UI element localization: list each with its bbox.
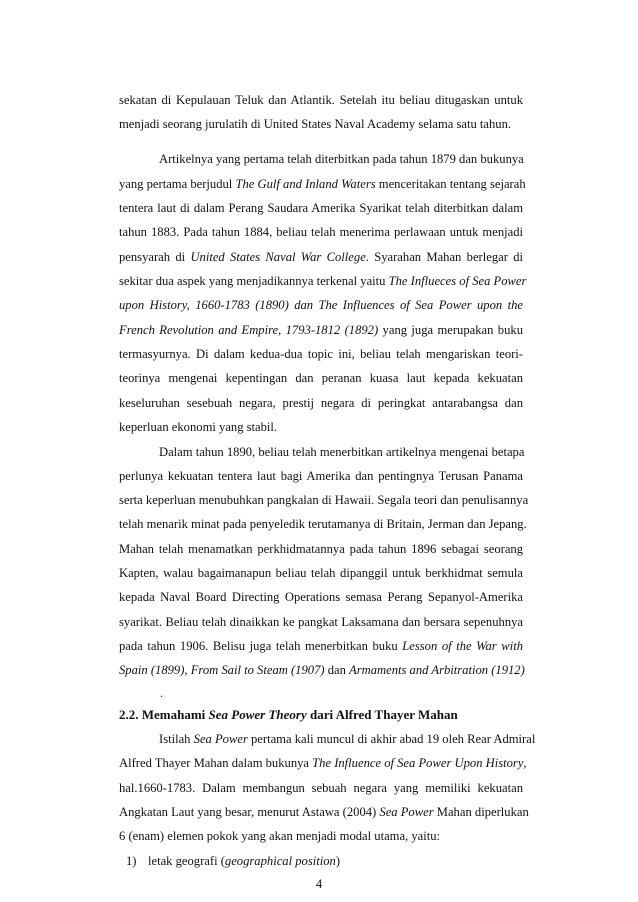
paragraph-line: perlunya kekuatan tentera laut bagi Amerika dan pentingnya Terusan Panama xyxy=(119,469,523,483)
paragraph-line: pada tahun 1906. Belisu juga telah menerbitkan buku Lesson of the War with xyxy=(119,639,523,653)
paragraph-line: Artikelnya yang pertama telah diterbitkan pada tahun 1879 dan bukunya xyxy=(159,152,524,166)
paragraph-line: Istilah Sea Power pertama kali muncul di akhir abad 19 oleh Rear Admiral xyxy=(159,732,536,746)
paragraph-line: pensyarah di United States Naval War College. Syarahan Mahan berlegar di xyxy=(119,250,523,264)
paragraph-line: menjadi seorang jurulatih di United States Naval Academy selama satu tahun. xyxy=(119,117,512,131)
paragraph-line: yang pertama berjudul The Gulf and Inland Waters menceritakan tentang sejarah xyxy=(119,177,526,191)
paragraph-line: termasyurnya. Di dalam kedua-dua topic ini, beliau telah mengariskan teori- xyxy=(119,347,523,361)
paragraph-line: Mahan telah menamatkan perkhidmatannya pada tahun 1896 sebagai seorang xyxy=(119,542,523,556)
term: geographical position xyxy=(224,854,336,868)
institution-name: United States Naval War College xyxy=(190,250,366,264)
paragraph-line xyxy=(119,297,523,313)
section-heading: 2.2. Memahami Sea Power Theory dari Alfred Thayer Mahan xyxy=(119,707,458,722)
paragraph-line: syarikat. Beliau telah dinaikkan ke pangkat Laksamana dan bersara sepenuhnya xyxy=(119,615,523,629)
term: Sea Power xyxy=(379,805,434,819)
paragraph-line: Kapten, walau bagaimanapun beliau telah dipanggil untuk berkhidmat semula xyxy=(119,566,523,580)
paragraph-line: hal.1660-1783. Dalam membangun sebuah negara yang memiliki kekuatan xyxy=(119,781,523,795)
stray-dot: . xyxy=(160,686,163,700)
paragraph-line: Dalam tahun 1890, beliau telah menerbitkan artikelnya mengenai betapa xyxy=(159,445,525,459)
paragraph-line: serta keperluan menubuhkan pangkalan di Hawaii. Segala teori dan penulisannya xyxy=(119,493,529,507)
paragraph-line: kepada Naval Board Directing Operations semasa Perang Sepanyol-Amerika xyxy=(119,590,523,604)
book-title: Lesson of the War with xyxy=(402,639,523,653)
paragraph-line: keseluruhan sesebuah negara, prestij negara di peringkat antarabangsa dan xyxy=(119,396,523,410)
book-title: The Influence of Sea Power Upon History xyxy=(312,756,524,770)
book-title: French Revolution and Empire, 1793-1812 (1892) xyxy=(119,323,379,337)
paragraph-line: Angkatan Laut yang besar, menurut Astawa (2004) Sea Power Mahan diperlukan xyxy=(119,805,529,819)
paragraph-line: teorinya mengenai kepentingan dan peranan kuasa laut kepada kekuatan xyxy=(119,371,523,385)
paragraph-line: sekitar dua aspek yang menjadikannya terkenal yaitu The Influeces of Sea Power xyxy=(119,274,527,288)
book-title: The Influeces of Sea Power xyxy=(388,274,527,288)
paragraph-line: tentera laut di dalam Perang Saudara Amerika Syarikat telah diterbitkan dalam xyxy=(119,201,523,215)
book-title: upon History, 1660-1783 (1890) dan The Influences of Sea Power upon the xyxy=(119,298,523,312)
book-title: Spain (1899), From Sail to Steam (1907) xyxy=(119,663,325,677)
paragraph-line: sekatan di Kepulauan Teluk dan Atlantik. Setelah itu beliau ditugaskan untuk xyxy=(119,93,523,107)
paragraph-line: telah menarik minat pada penyeledik terutamanya di Britain, Jerman dan Jepang. xyxy=(119,517,527,531)
paragraph-line: French Revolution and Empire, 1793-1812 (1892) yang juga merupakan buku xyxy=(119,323,523,337)
paragraph-line: Spain (1899), From Sail to Steam (1907) dan Armaments and Arbitration (1912) xyxy=(119,663,525,677)
page-number: 4 xyxy=(315,877,323,891)
book-title: Armaments and Arbitration (1912) xyxy=(349,663,525,677)
list-item: 1) letak geografi (geographical position) xyxy=(126,854,341,868)
paragraph-line: keperluan ekonomi yang stabil. xyxy=(119,420,278,434)
paragraph-line: tahun 1883. Pada tahun 1884, beliau telah menerima perlawaan untuk menjadi xyxy=(119,225,523,239)
paragraph-line: 6 (enam) elemen pokok yang akan menjadi modal utama, yaitu: xyxy=(119,829,441,843)
list-number: 1) xyxy=(126,854,137,868)
term: Sea Power xyxy=(193,732,248,746)
paragraph-line: Alfred Thayer Mahan dalam bukunya The Influence of Sea Power Upon History, xyxy=(119,756,527,770)
book-title: The Gulf and Inland Waters xyxy=(235,177,376,191)
